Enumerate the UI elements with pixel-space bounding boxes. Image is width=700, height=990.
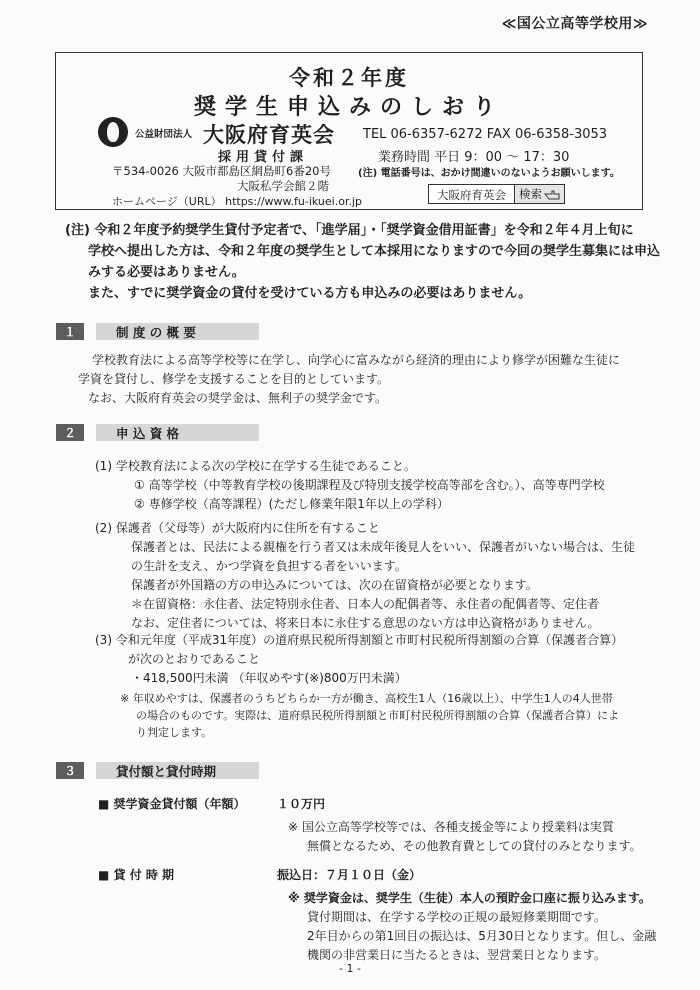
item-line: ・418,500円未満 （年収めやす(※)800万円未満） <box>131 671 407 685</box>
section-title: 貸付額と貸付時期 <box>96 762 259 779</box>
address-line2: 大阪私学会館２階 <box>237 179 329 193</box>
note-line: ※ 年収めやすは、保護者のうちどちらか一方が働き、高校生1人（16歳以上）、中学生1人の4人世帯 <box>120 692 613 705</box>
item-head: (3) 令和元年度（平成31年度）の道府県民税所得割額と市町村民税所得割額の合算（保護者合算） <box>95 633 624 647</box>
note-line: 2年目からの第1回目の振込は、5月30日となります。但し、金融 <box>307 929 657 943</box>
item-line: ＊在留資格：永住者、法定特別永住者、日本人の配偶者等、永住者の配偶者等、定住者 <box>131 597 600 611</box>
section-1-body <box>78 351 620 408</box>
address-line1: 〒534-0026 大阪市都島区網島町6番20号 <box>112 164 331 178</box>
phone-note: (注) 電話番号は、おかけ間違いのないようお願いします。 <box>358 168 620 179</box>
org-prefix: 公益財団法人 <box>135 129 193 140</box>
item-line: ② 専修学校（高等課程）(ただし修業年限1年以上の学科） <box>134 497 449 511</box>
org-logo-icon <box>98 117 128 147</box>
section-title: 申 込 資 格 <box>96 424 259 441</box>
org-dept: 採用貸付課 <box>218 150 309 165</box>
item-head: (2) 保護者（父母等）が大阪府内に住所を有すること <box>95 521 380 535</box>
section-3-header <box>56 762 259 779</box>
tel-fax: TEL 06-6357-6272 FAX 06-6358-3053 <box>363 127 608 142</box>
item-line: の生計を支え、かつ学資を負担する者をいいます。 <box>131 559 407 573</box>
notice-line: 学校へ提出した方は、令和２年度の奨学生として本採用になりますので今回の奨学生募集には申込 <box>88 244 661 259</box>
homepage-url: ホームページ（URL） https://www.fu-ikuei.or.jp <box>112 195 362 208</box>
title-year: 令和２年度 <box>289 66 409 90</box>
item-head: (1) 学校教育法による次の学校に在学する生徒であること。 <box>95 459 416 473</box>
income-note <box>120 690 619 741</box>
note-line: ※ 国公立高等学校等では、各種支援金等により授業料は実質 <box>288 820 614 834</box>
section-1-header <box>56 323 259 340</box>
eligibility-item-1 <box>95 457 605 514</box>
page-number: - 1 - <box>339 962 361 975</box>
section-number: ３ <box>56 762 84 779</box>
search-button[interactable] <box>515 184 565 204</box>
page-title: 奨学生申込みのしおり <box>193 95 504 120</box>
notice-line: また、すでに奨学資金の貸付を受けている方も申込みの必要はありません。 <box>88 286 532 301</box>
note-line: 無償となるため、その他教育費としての貸付のみとなります。 <box>307 839 642 853</box>
item-line: 保護者とは、民法による親権を行う者又は未成年後見人をいい、保護者がいない場合は、生徒 <box>131 540 636 554</box>
section-number: １ <box>56 323 84 340</box>
target-tag: ≪国公立高等学校用≫ <box>501 16 648 32</box>
amount-note <box>288 818 642 856</box>
section-number: ２ <box>56 424 84 441</box>
org-name: 大阪府育英会 <box>203 123 335 147</box>
search-button-label: 検索 <box>519 187 542 201</box>
note-line: り判定します。 <box>136 726 213 739</box>
note-line: の場合のものです。実際は、道府県民税所得割額と市町村民税所得割額の合算（保護者合算）によ <box>136 709 620 722</box>
note-line: 貸付期間は、在学する学校の正規の最短修業期間です。 <box>307 910 607 924</box>
notice-line: (注) 令和２年度予約奨学生貸付予定者で、「進学届」・「奨学資金借用証書」を令和２年４月上旬に <box>65 223 634 238</box>
item-line: なお、定住者については、将来日本に永住する意思のない方は申込資格がありません。 <box>131 616 600 630</box>
pointer-hand-icon <box>544 188 560 200</box>
paragraph-line: 学校教育法による高等学校等に在学し、向学心に富みながら経済的理由により修学が困難な生徒に <box>92 353 621 367</box>
amount-value: １０万円 <box>277 797 326 811</box>
paragraph-line: 学資を貸付し、修学を支援することを目的としています。 <box>78 372 390 386</box>
note-line: ※ 奨学資金は、奨学生（生徒）本人の預貯金口座に振り込みます。 <box>288 891 651 905</box>
timing-value: 振込日：７月１０日（金） <box>277 868 422 882</box>
notice-line: みする必要はありません。 <box>88 265 245 280</box>
eligibility-item-2 <box>95 519 635 633</box>
item-line: が次のとおりであること <box>128 652 261 666</box>
amount-label: ■ 奨学資金貸付額（年額） <box>98 797 246 811</box>
item-line: ① 高等学校（中等教育学校の後期課程及び特別支援学校高等部を含む。）、高等専門学校 <box>134 478 605 492</box>
eligibility-item-3 <box>95 631 623 688</box>
search-text: 大阪府育英会 <box>428 184 515 204</box>
search-box[interactable] <box>428 184 565 204</box>
business-hours: 業務時間 平日 9：00 ～ 17：30 <box>378 150 570 165</box>
timing-label: ■ 貸 付 時 期 <box>98 868 175 882</box>
notice <box>65 220 665 304</box>
item-line: 保護者が外国籍の方の申込みについては、次の在留資格が必要となります。 <box>131 578 538 592</box>
note-line: 機関の非営業日に当たるときは、翌営業日となります。 <box>307 948 607 962</box>
section-title: 制 度 の 概 要 <box>96 323 259 340</box>
timing-note <box>288 889 656 965</box>
paragraph-line: なお、大阪府育英会の奨学金は、無利子の奨学金です。 <box>88 391 388 405</box>
section-2-header <box>56 424 259 441</box>
